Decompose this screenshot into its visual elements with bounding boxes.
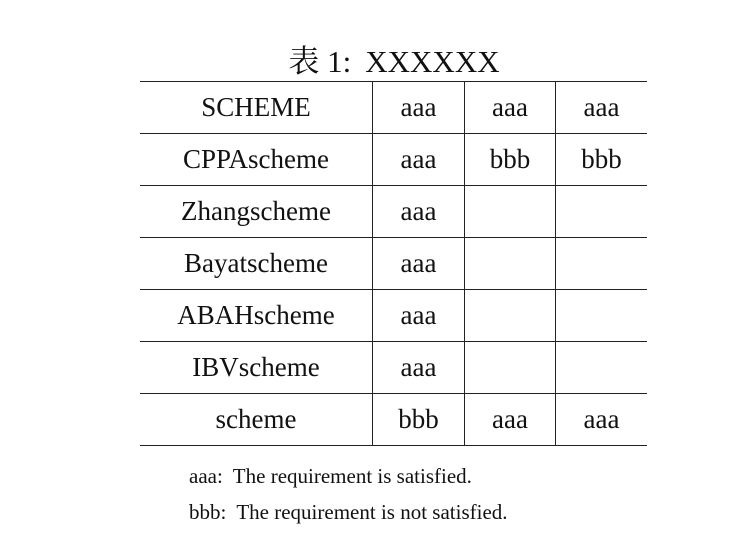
- table-row: [140, 342, 647, 394]
- scheme-name-cell: IBVscheme: [140, 342, 373, 394]
- table-cell: [465, 342, 556, 394]
- table-cell: [465, 290, 556, 342]
- table-cell: aaa: [465, 394, 556, 446]
- caption-label: 表 1:: [288, 44, 352, 79]
- scheme-name-cell: CPPAscheme: [140, 134, 373, 186]
- table-cell: [556, 342, 648, 394]
- scheme-name-cell: Zhangscheme: [140, 186, 373, 238]
- table-notes: [189, 458, 508, 530]
- table-row: [140, 186, 647, 238]
- table-row: [140, 394, 647, 446]
- table-cell: aaa: [373, 134, 465, 186]
- scheme-name-cell: scheme: [140, 394, 373, 446]
- comparison-table: [140, 81, 647, 446]
- header-cell: aaa: [556, 82, 648, 134]
- table-cell: bbb: [556, 134, 648, 186]
- table-cell: [556, 238, 648, 290]
- table-caption: [140, 44, 648, 80]
- table-cell: aaa: [373, 186, 465, 238]
- table-cell: aaa: [556, 394, 648, 446]
- header-cell: aaa: [373, 82, 465, 134]
- table-cell: [465, 238, 556, 290]
- note-line: [189, 494, 508, 530]
- table-cell: [556, 290, 648, 342]
- caption-title: XXXXXX: [365, 44, 500, 79]
- table-cell: [556, 186, 648, 238]
- table-row: [140, 290, 647, 342]
- table-cell: aaa: [373, 238, 465, 290]
- header-cell-scheme: SCHEME: [140, 82, 373, 134]
- scheme-name-cell: Bayatscheme: [140, 238, 373, 290]
- scheme-name-cell: ABAHscheme: [140, 290, 373, 342]
- table-header-row: [140, 82, 647, 134]
- note-text: The requirement is not satisfied.: [236, 500, 508, 524]
- note-key: bbb:: [189, 500, 227, 524]
- note-key: aaa:: [189, 464, 223, 488]
- table-cell: aaa: [373, 290, 465, 342]
- table-row: [140, 134, 647, 186]
- header-cell: aaa: [465, 82, 556, 134]
- table-row: [140, 238, 647, 290]
- table-cell: aaa: [373, 342, 465, 394]
- note-text: The requirement is satisfied.: [232, 464, 472, 488]
- table-cell: [465, 186, 556, 238]
- table-cell: bbb: [465, 134, 556, 186]
- table-cell: bbb: [373, 394, 465, 446]
- note-line: [189, 458, 508, 494]
